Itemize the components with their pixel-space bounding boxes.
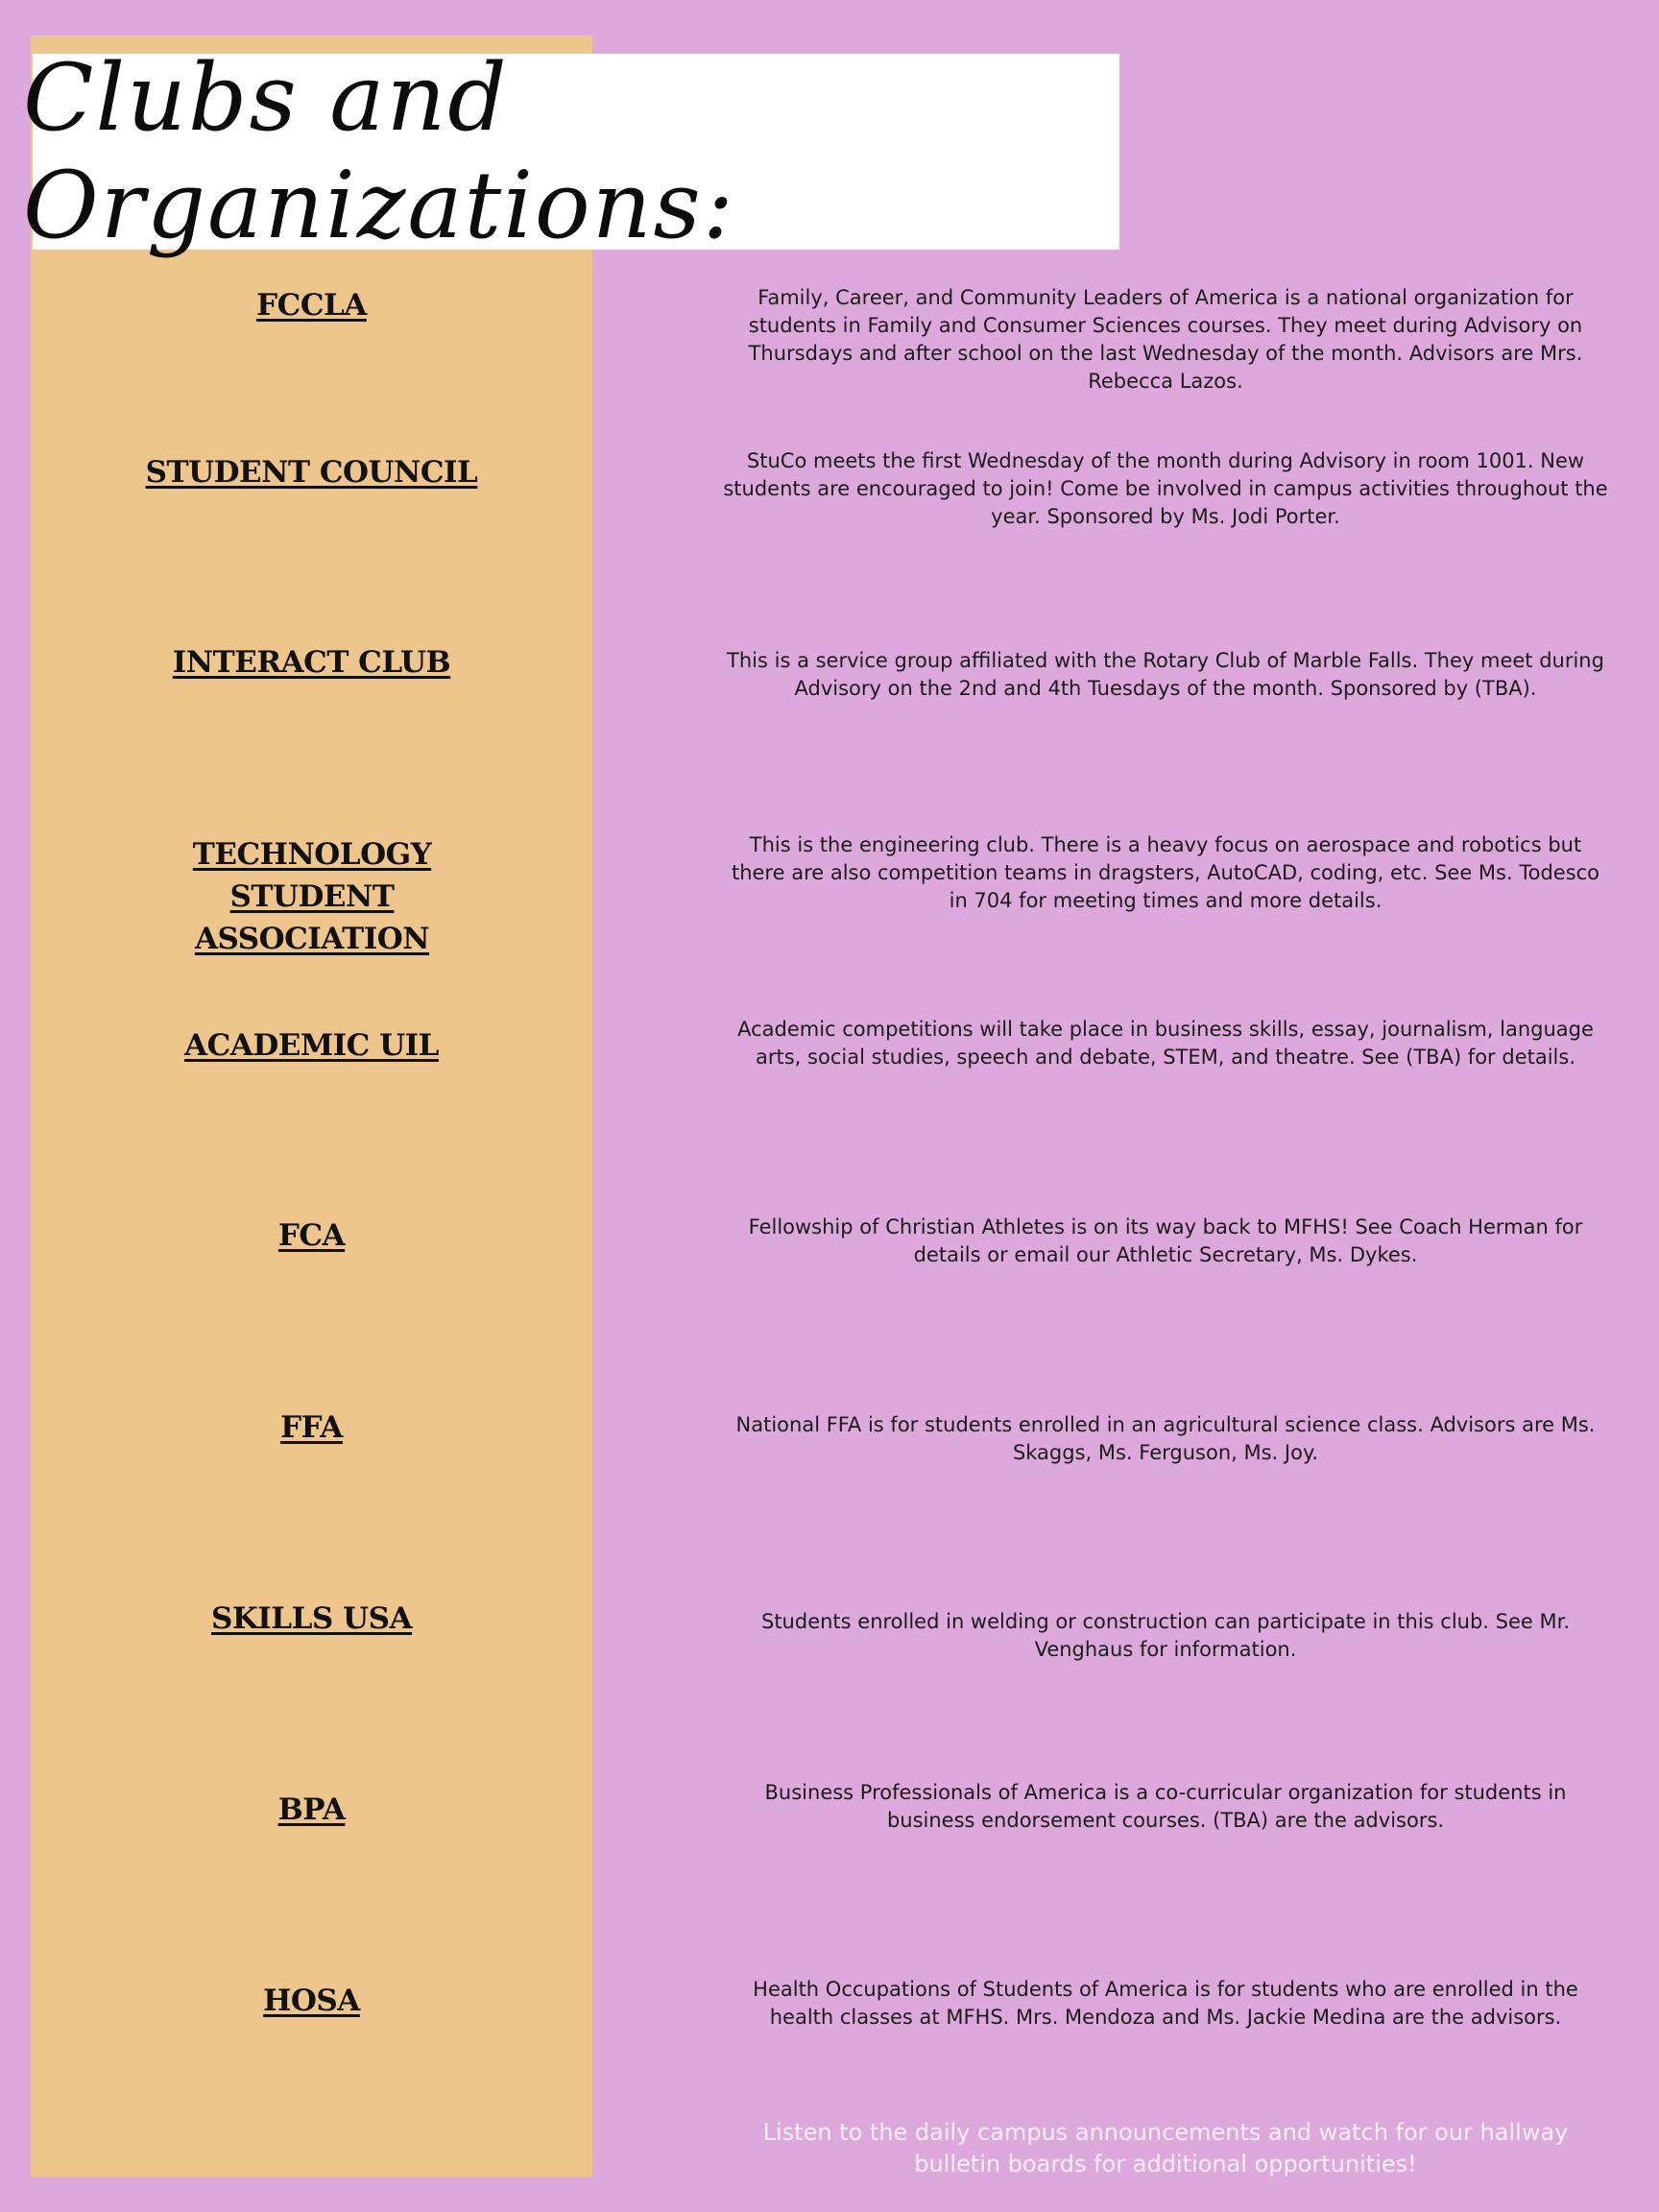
club-description-student-council: StuCo meets the first Wednesday of the month during Advisory in room 1001. New students are encouraged to join! Come be involved in campus activities throughout the year. Sponsored by Ms. Jodi Porter. — [723, 449, 1608, 528]
club-name-hosa: HOSA — [263, 1984, 360, 2018]
club-name-student-council: STUDENT COUNCIL — [145, 455, 478, 490]
club-description-technology-student-association: This is the engineering club. There is a heavy focus on aerospace and robotics but there are also competition teams in dragsters, AutoCAD, coding, etc. See Ms. Todesco in 704 for meeting times and more details. — [731, 833, 1600, 912]
club-description-skills-usa: Students enrolled in welding or construction can participate in this club. See Mr. Venghaus for information. — [760, 1610, 1571, 1661]
page-title: Clubs and Organizations: — [23, 44, 736, 259]
club-name-interact-club: INTERACT CLUB — [172, 645, 451, 680]
club-name-bpa: BPA — [277, 1792, 346, 1827]
club-description-fca: Fellowship of Christian Athletes is on its way back to MFHS! See Coach Herman for details or email our Athletic Secretary, Ms. Dykes. — [748, 1215, 1583, 1266]
left-panel — [31, 36, 592, 2176]
club-name-fca: FCA — [277, 1218, 346, 1253]
club-description-academic-uil: Academic competitions will take place in business skills, essay, journalism, language arts, social studies, speech and debate, STEM, and theatre. See (TBA) for details. — [737, 1018, 1594, 1069]
club-description-fccla: Family, Career, and Community Leaders of America is a national organization for students in Family and Consumer Sciences courses. They meet during Advisory on Thursdays and after school on the last Wednesday of the month. Advisors are Mrs. Rebecca Lazos. — [748, 286, 1583, 393]
club-name-technology-student-association: TECHNOLOGY STUDENT ASSOCIATION — [192, 837, 432, 956]
club-name-fccla: FCCLA — [256, 288, 367, 323]
club-name-ffa: FFA — [280, 1410, 343, 1445]
footer-note: Listen to the daily campus announcements and watch for our hallway bulletin boards for additional opportunities! — [762, 2119, 1569, 2177]
club-description-hosa: Health Occupations of Students of America is for students who are enrolled in the health classes at MFHS. Mrs. Mendoza and Ms. Jackie Medina are the advisors. — [753, 1978, 1578, 2029]
title-banner — [23, 44, 1119, 259]
club-name-academic-uil: ACADEMIC UIL — [184, 1028, 439, 1063]
club-description-interact-club: This is a service group affiliated with the Rotary Club of Marble Falls. They meet during Advisory on the 2nd and 4th Tuesdays of the month. Sponsored by (TBA). — [727, 649, 1604, 700]
club-description-bpa: Business Professionals of America is a co-curricular organization for students in business endorsement courses. (TBA) are the advisors. — [764, 1781, 1567, 1832]
club-name-skills-usa: SKILLS USA — [210, 1601, 413, 1636]
club-description-ffa: National FFA is for students enrolled in an agricultural science class. Advisors are Ms. Skaggs, Ms. Ferguson, Ms. Joy. — [735, 1413, 1596, 1464]
